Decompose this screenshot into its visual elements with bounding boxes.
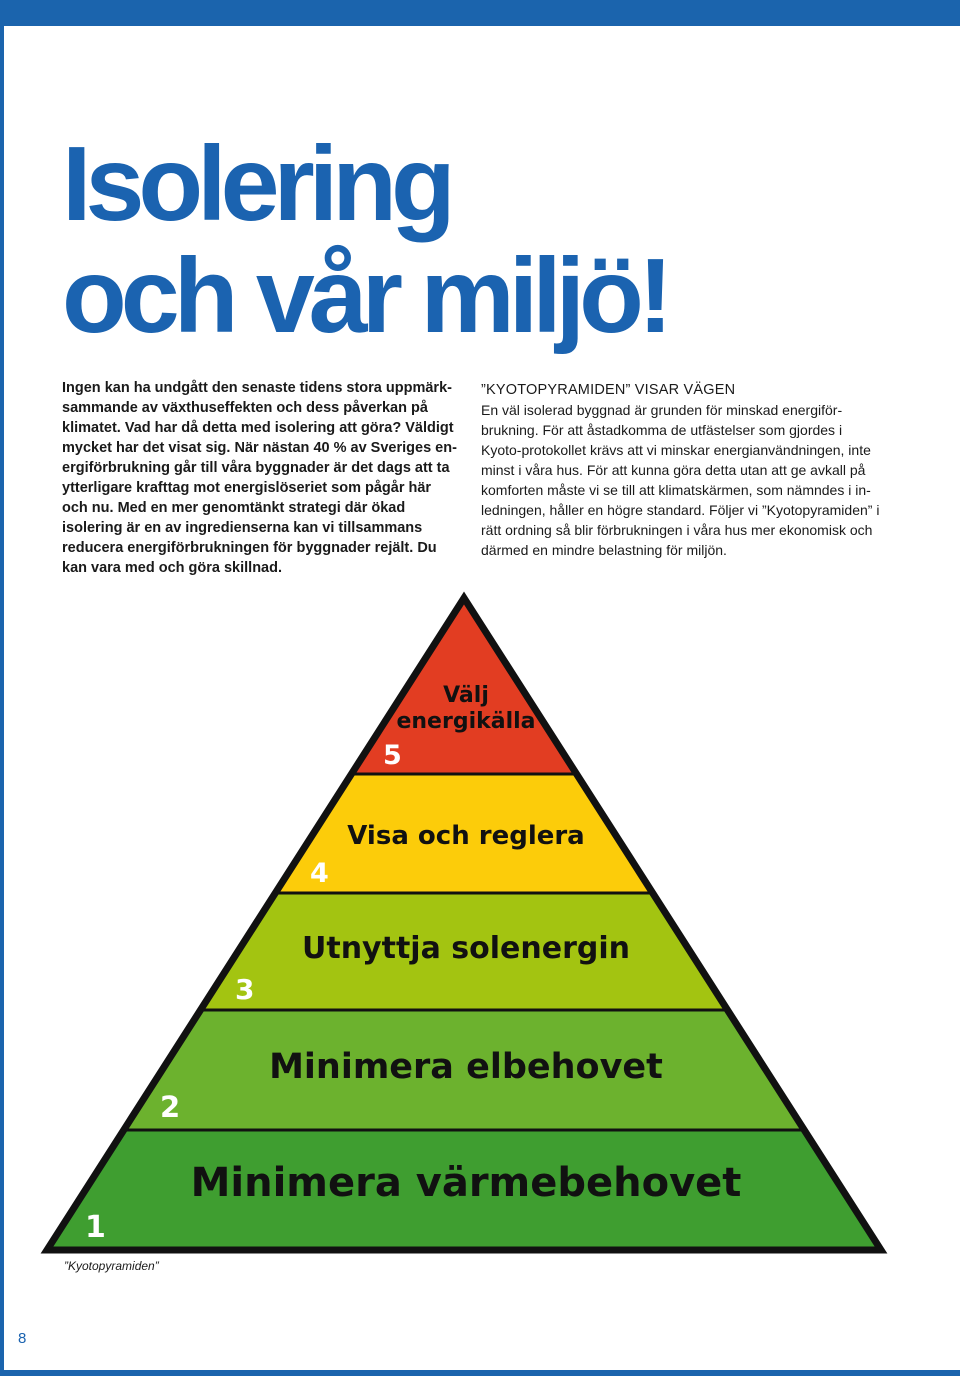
pyramid-level-1-label: Minimera värmebehovet [190,1160,742,1206]
pyramid-level-1-number: 1 [85,1210,106,1245]
pyramid-level-5-number: 5 [383,740,402,771]
headline-line-1: Isolering [62,125,450,243]
headline-line-2: och vår miljö! [62,237,668,355]
pyramid-level-3-number: 3 [235,973,255,1006]
pyramid-level-2-number: 2 [160,1090,181,1124]
pyramid-level-4-label: Visa och reglera [347,821,585,851]
intro-lead: Ingen kan ha undgått den senaste tidens stora uppmärksammande av växthuseffekten och dess påverkan på klimatet. Vad har då detta med isolering att göra? Väldigt mycket har det visat sig. [62,380,454,456]
pyramid-level-4-number: 4 [310,858,329,889]
pyramid-caption: ”Kyotopyramiden” [64,1259,159,1273]
pyramid-level-3-label: Utnyttja solenergin [302,931,630,966]
pyramid-level-2-label: Minimera elbehovet [269,1047,663,1087]
right-column-heading: ”KYOTOPYRAMIDEN” VISAR VÄGEN [481,382,736,398]
pyramid-level-5-label-line1: Välj [443,683,489,708]
intro-body: När nästan 40 % av Sveriges energiförbrukning går till våra byggnader är det dags att ta ytterligare krafttag mot energislöseriet som pågår här och nu. Med en mer genomtänkt strategi där ökad isolering är en av ingredienserna kan vi tillsammans reducera energiförbrukningen för byggnader rejält. Du kan vara med och göra skillnad. [62,440,457,576]
right-column-body: En väl isolerad byggnad är grunden för minskad energiförbrukning. För att åstadkomma de utfästelser som gjordes i Kyoto-protokollet krävs att vi minskar energianvändningen, inte minst i våra hus. För att kunna göra detta utan att ge avkall på komforten måste vi se till att klimatskärmen, som nämndes i inledningen, håller en högre standard. Följer vi ”Kyotopyramiden” i rätt ordning så blir förbrukningen i våra hus mer ekonomisk och därmed en mindre belastning för miljön. [481,402,880,558]
bottom-brand-bar [0,1370,960,1376]
pyramid-level-5-label-line2: energikälla [396,709,536,734]
page-number: 8 [18,1330,27,1347]
